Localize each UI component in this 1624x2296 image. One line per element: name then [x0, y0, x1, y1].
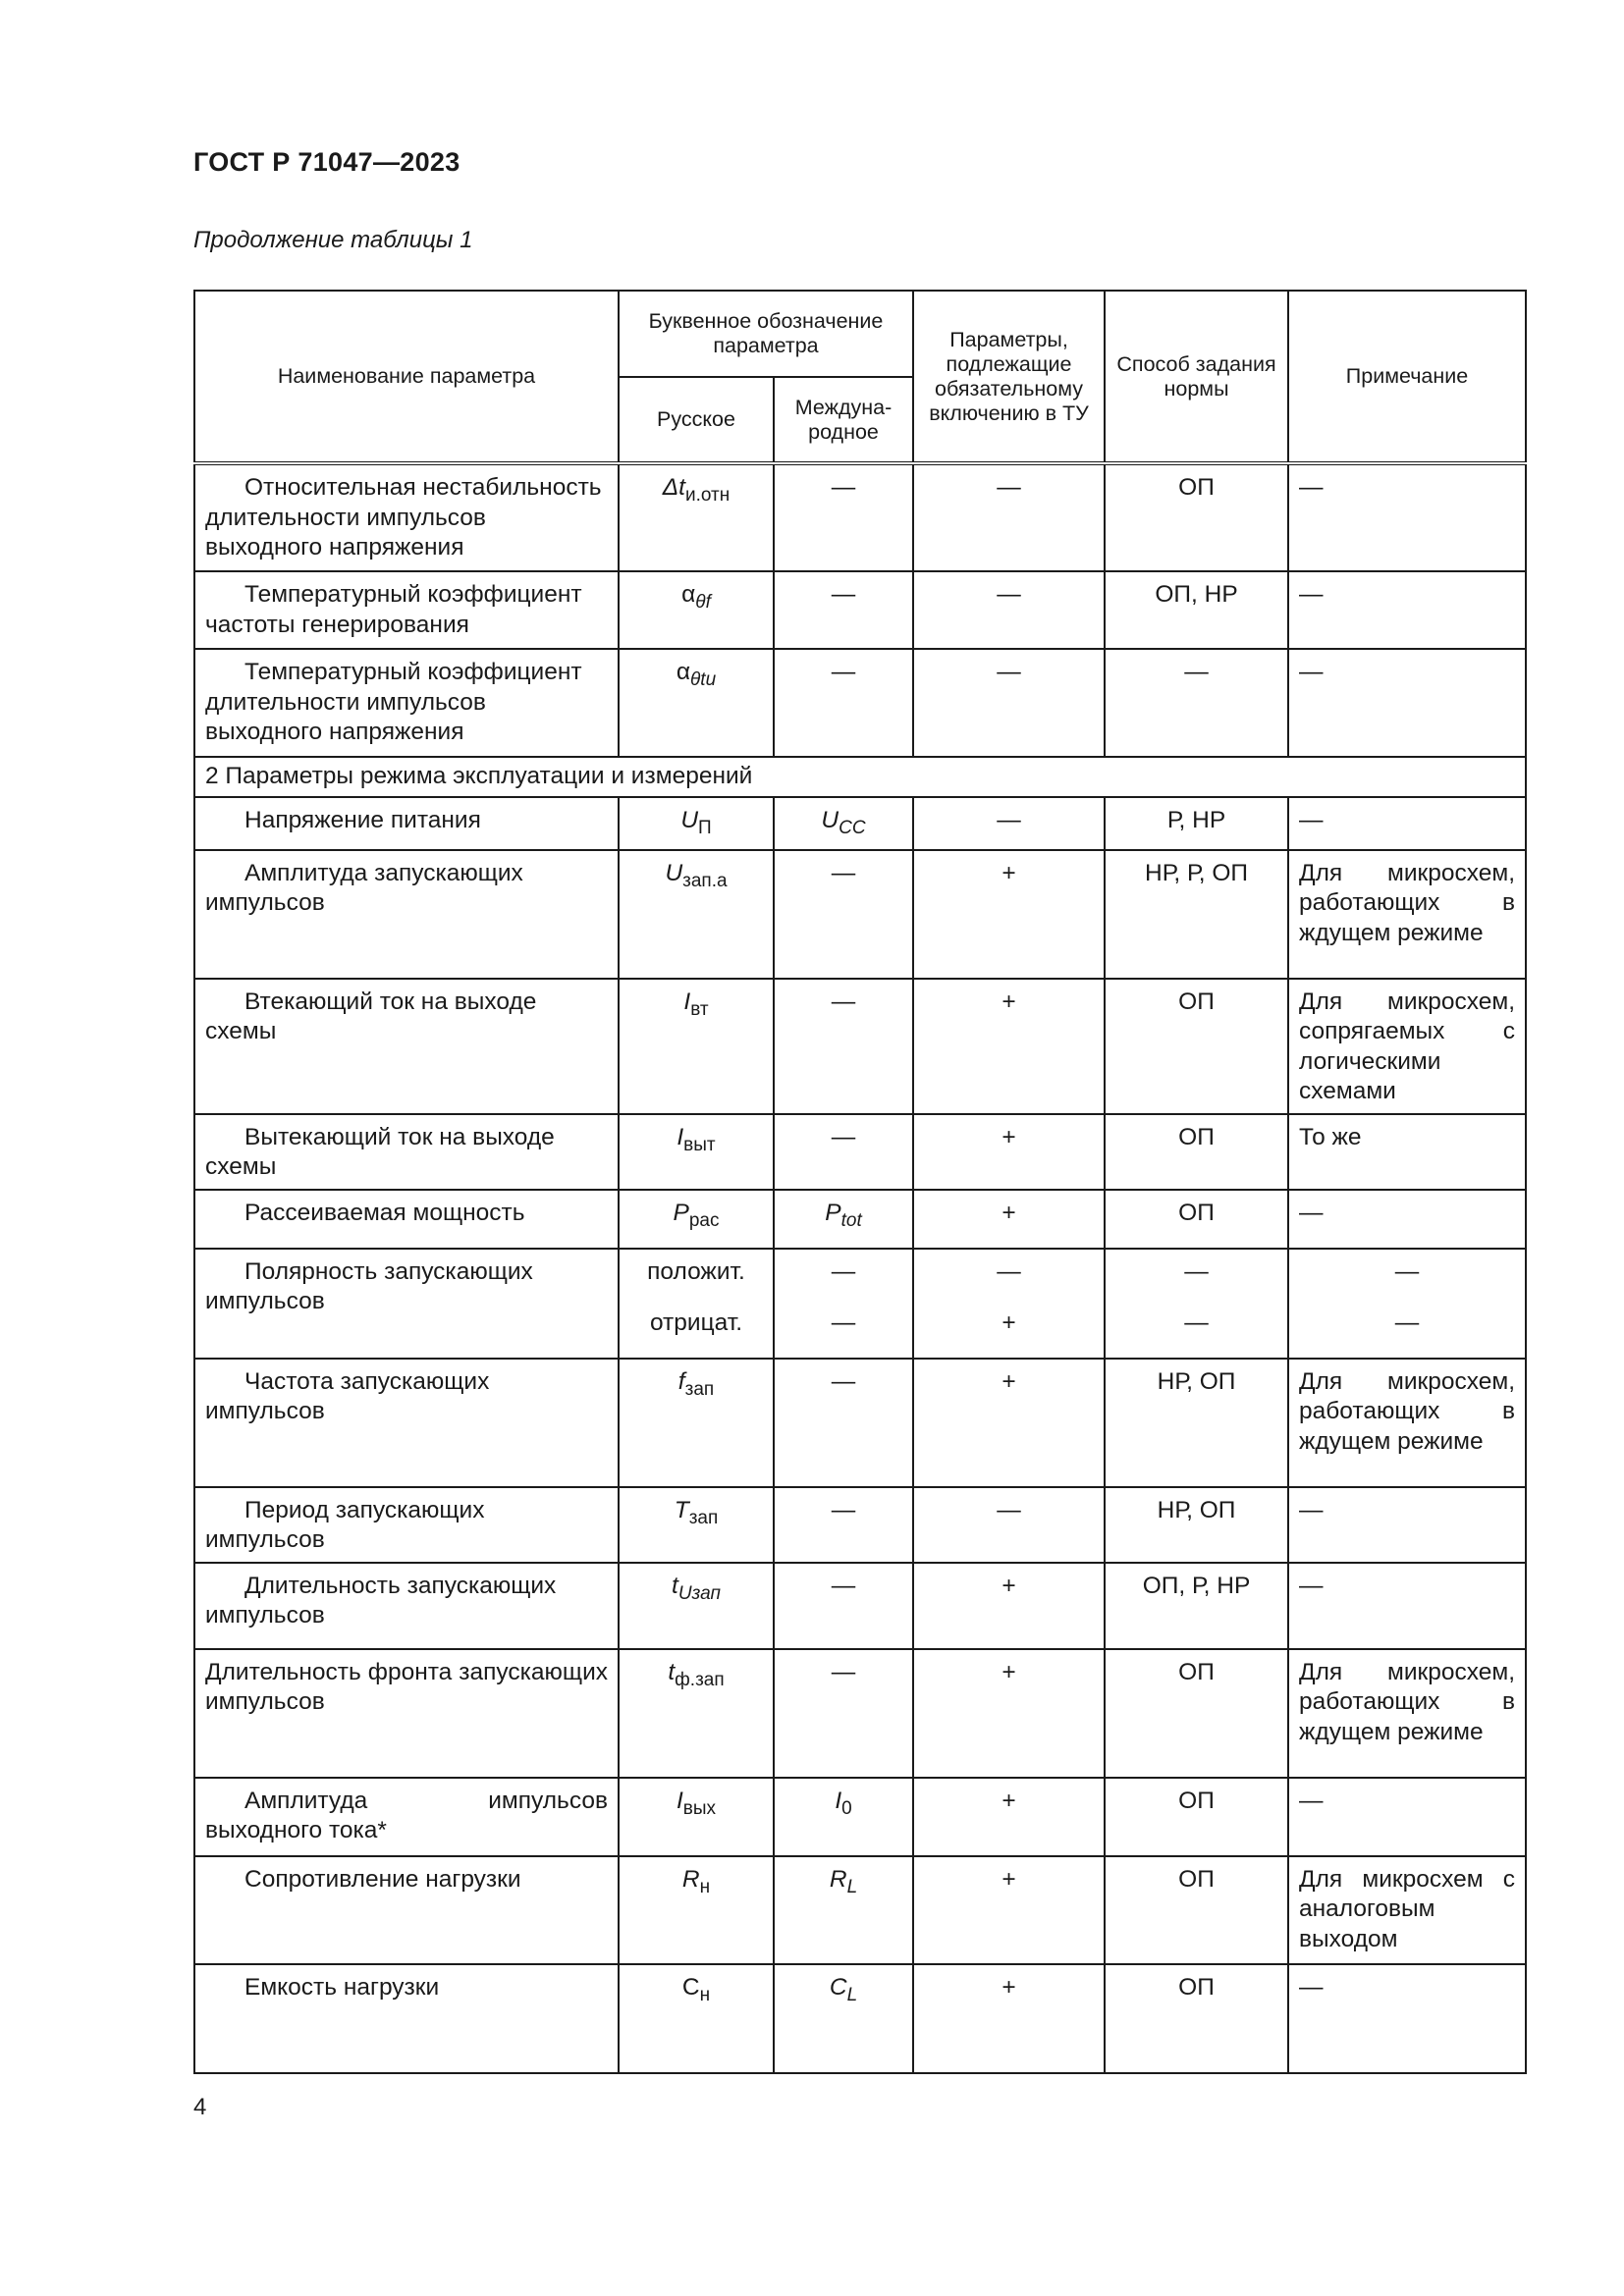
required-flag: —: [913, 571, 1105, 649]
symbol-russian: $U_{зап.а}$: [619, 850, 774, 979]
note: —: [1288, 1487, 1526, 1563]
symbol-international: —: [774, 1114, 913, 1190]
norm-method: ОП: [1105, 1114, 1288, 1190]
note: —: [1288, 797, 1526, 850]
symbol-russian: $\alpha_{\theta tu}$: [619, 649, 774, 757]
norm-method: ОП: [1105, 1778, 1288, 1856]
table-continuation-caption: Продолжение таблицы 1: [193, 227, 473, 253]
param-name: Напряжение питания: [194, 797, 619, 850]
document-header: ГОСТ Р 71047—2023: [193, 147, 460, 177]
symbol-international: —: [774, 649, 913, 757]
norm-method: ОП: [1105, 463, 1288, 571]
col-header-letter-designation: Буквенное обозначение параметра: [619, 291, 913, 377]
note: То же: [1288, 1114, 1526, 1190]
symbol-russian: $I_{вых}$: [619, 1778, 774, 1856]
table-row: [194, 571, 1526, 649]
norm-method: Р, НР: [1105, 797, 1288, 850]
col-header-russian: Русское: [619, 377, 774, 463]
param-name: Вытекающий ток на выходе схемы: [194, 1114, 619, 1190]
required-flag: +: [913, 1359, 1105, 1487]
col-header-required: Параметры, подлежащие обязательному включению в ТУ: [913, 291, 1105, 463]
col-header-name: Наименование параметра: [194, 291, 619, 463]
param-name: Период запускающих импульсов: [194, 1487, 619, 1563]
required-flag: +: [913, 850, 1105, 979]
note: Для микросхем, работающих в ждущем режиме: [1288, 1359, 1526, 1487]
symbol-international: — —: [774, 1249, 913, 1359]
norm-method: НР, ОП: [1105, 1359, 1288, 1487]
symbol-international: —: [774, 1487, 913, 1563]
norm-method: НР, ОП: [1105, 1487, 1288, 1563]
symbol-international: —: [774, 571, 913, 649]
symbol-international: $P_{tot}$: [774, 1190, 913, 1249]
col-header-note: Примечание: [1288, 291, 1526, 463]
required-flag: —: [913, 649, 1105, 757]
section-row: [194, 757, 1526, 797]
symbol-international: —: [774, 463, 913, 571]
param-name: Втекающий ток на выходе схемы: [194, 979, 619, 1114]
param-name: Сопротивление нагрузки: [194, 1856, 619, 1964]
note: —: [1288, 1778, 1526, 1856]
required-flag: +: [913, 1649, 1105, 1778]
symbol-russian: $\alpha_{\theta f}$: [619, 571, 774, 649]
norm-method: НР, Р, ОП: [1105, 850, 1288, 979]
param-name: Относительная нестабильность длительности импульсов выходного напряжения: [194, 463, 619, 571]
symbol-international: $R_L$: [774, 1856, 913, 1964]
required-flag: +: [913, 1778, 1105, 1856]
note: —: [1288, 463, 1526, 571]
symbol-russian: положит. отрицат.: [619, 1249, 774, 1359]
note: —: [1288, 1190, 1526, 1249]
required-flag: +: [913, 1563, 1105, 1649]
norm-method: ОП: [1105, 1856, 1288, 1964]
note: —: [1288, 1964, 1526, 2073]
col-header-norm: Способ задания нормы: [1105, 291, 1288, 463]
section-title: 2 Параметры режима эксплуатации и измерений: [194, 757, 1526, 797]
required-flag: —: [913, 1487, 1105, 1563]
norm-method: ОП: [1105, 1190, 1288, 1249]
symbol-russian: $C_н$: [619, 1964, 774, 2073]
param-name: Амплитуда запускающих импульсов: [194, 850, 619, 979]
required-flag: —: [913, 463, 1105, 571]
table-row: [194, 1778, 1526, 1856]
note: —: [1288, 1563, 1526, 1649]
param-name: Длительность фронта запускающих импульсов: [194, 1649, 619, 1778]
table-row: [194, 1114, 1526, 1190]
symbol-russian: $I_{вт}$: [619, 979, 774, 1114]
required-flag: +: [913, 1114, 1105, 1190]
table-row: [194, 1856, 1526, 1964]
symbol-russian: $R_н$: [619, 1856, 774, 1964]
required-flag: +: [913, 1856, 1105, 1964]
symbol-international: $U_{CC}$: [774, 797, 913, 850]
symbol-russian: $\Delta t_{и.отн}$: [619, 463, 774, 571]
param-name: Рассеиваемая мощность: [194, 1190, 619, 1249]
param-name: Амплитуда импульсов выходного тока*: [194, 1778, 619, 1856]
param-name: Температурный коэффициент длительности импульсов выходного напряжения: [194, 649, 619, 757]
table-row: [194, 797, 1526, 850]
note: Для микросхем, работающих в ждущем режиме: [1288, 1649, 1526, 1778]
table-row: [194, 850, 1526, 979]
symbol-international: —: [774, 979, 913, 1114]
parameters-table: [193, 290, 1527, 2074]
table-row: [194, 1487, 1526, 1563]
required-flag: +: [913, 979, 1105, 1114]
page-number: 4: [193, 2094, 207, 2120]
symbol-russian: $T_{зап}$: [619, 1487, 774, 1563]
table-row: [194, 649, 1526, 757]
table-row: [194, 1563, 1526, 1649]
required-flag: +: [913, 1190, 1105, 1249]
norm-method: — —: [1105, 1249, 1288, 1359]
note: —: [1288, 649, 1526, 757]
param-name: Частота запускающих импульсов: [194, 1359, 619, 1487]
table-row: [194, 1964, 1526, 2073]
symbol-international: $C_L$: [774, 1964, 913, 2073]
norm-method: ОП: [1105, 979, 1288, 1114]
symbol-international: —: [774, 850, 913, 979]
table-row: [194, 463, 1526, 571]
symbol-international: —: [774, 1649, 913, 1778]
note: Для микросхем, работающих в ждущем режиме: [1288, 850, 1526, 979]
norm-method: ОП: [1105, 1649, 1288, 1778]
norm-method: ОП: [1105, 1964, 1288, 2073]
table-row: [194, 1249, 1526, 1359]
param-name: Емкость нагрузки: [194, 1964, 619, 2073]
symbol-russian: $U_П$: [619, 797, 774, 850]
col-header-international: Междуна-родное: [774, 377, 913, 463]
norm-method: —: [1105, 649, 1288, 757]
symbol-international: —: [774, 1359, 913, 1487]
symbol-russian: $I_{выт}$: [619, 1114, 774, 1190]
symbol-international: $I_0$: [774, 1778, 913, 1856]
symbol-russian: $f_{зап}$: [619, 1359, 774, 1487]
symbol-international: —: [774, 1563, 913, 1649]
note: — —: [1288, 1249, 1526, 1359]
table-row: [194, 1190, 1526, 1249]
note: Для микросхем, сопрягаемых с логическими схемами: [1288, 979, 1526, 1114]
norm-method: ОП, Р, НР: [1105, 1563, 1288, 1649]
required-flag: — +: [913, 1249, 1105, 1359]
param-name: Температурный коэффициент частоты генерирования: [194, 571, 619, 649]
required-flag: —: [913, 797, 1105, 850]
required-flag: +: [913, 1964, 1105, 2073]
param-name: Длительность запускающих импульсов: [194, 1563, 619, 1649]
norm-method: ОП, НР: [1105, 571, 1288, 649]
param-name: Полярность запускающих импульсов: [194, 1249, 619, 1359]
table-row: [194, 1649, 1526, 1778]
note: Для микросхем с аналоговым выходом: [1288, 1856, 1526, 1964]
symbol-russian: $t_{Uзап}$: [619, 1563, 774, 1649]
table-row: [194, 1359, 1526, 1487]
table-row: [194, 979, 1526, 1114]
symbol-russian: $t_{ф.зап}$: [619, 1649, 774, 1778]
note: —: [1288, 571, 1526, 649]
symbol-russian: $P_{рас}$: [619, 1190, 774, 1249]
